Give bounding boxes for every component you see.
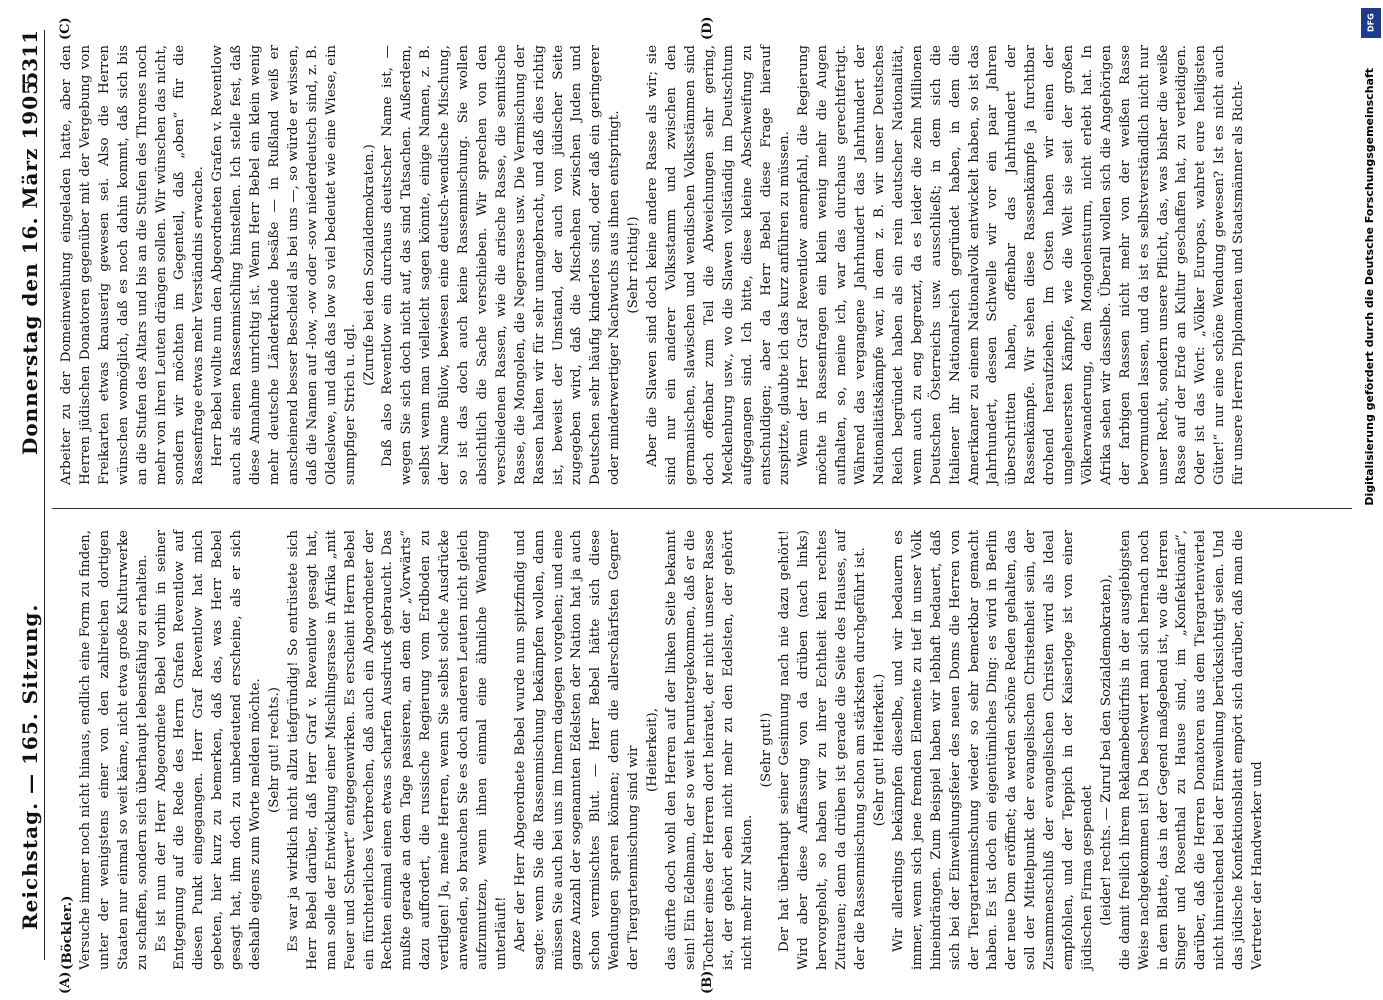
paragraph: Wenn der Herr Graf Reventlow anempfahl, die Regierung möchte in Rassenfragen ein klein wenig mehr die Augen aufhalten, so, meine ich, war das durchaus gerechtfertigt. Während das vergangene Jahrhundert das Jahrhundert der Nationalitätskämpfe war, in dem z. B. wir unser Deutsches Reich begründet haben als ein rein deutscher Nationalität, wenn auch zu eng begrenzt, da es leider die zehn Millionen Deutschen Österreichs usw. ausschließt; in dem sich die Italiener ihr Nationalreich gegründet haben, in dem die Amerikaner zu einem Nationalvolk entwickelt haben, so ist das Jahrhundert, dessen Schwelle wir vor ein paar Jahren überschritten haben, offenbar das Jahrhundert der Rassenkämpfe. Wir sehen diese Rassenkämpfe ja furchtbar drohend heraufziehen. Im Osten haben wir einen der ungeheuersten Kämpfe, wie die Welt sie seit der großen Völkerwanderung, dem Mongolensturm, nicht erlebt hat. In Afrika sehen wir dasselbe. Überall wollen sich die Angehörigen der farbigen Rassen nicht mehr von der weißen Rasse bevormunden lassen, und da ist es selbstverständlich nicht nur unser Recht, sondern unsere Pflicht, das, was bisher die weiße Rasse auf der Erde an Kultur geschaffen hat, zu verteidigen. Oder ist das Wort: „Völker Europas, wahret eure heiligsten Güter!“ nur eine schöne Wendung gewesen? Ist es nicht auch für unsere Herren Diplomaten und Staatsmänner als Richt-	[796, 45, 1247, 485]
interjection: (Sehr richtig!)	[626, 216, 642, 314]
paragraph: Herr Bebel wollte nun den Abgeordneten Grafen v. Reventlow auch als einen Rassenmischling hinstellen. Ich stelle fest, daß diese Annahme unrichtig ist. Wenn Herr Bebel ein klein wenig mehr deutsche Länderkunde besäße — in Rußland weiß er anscheinend besser Bescheid als bei uns —, so würde er wissen, daß die Namen auf -low, -ow oder -sow niederdeutsch sind, z. B. Oldeslowe, und daß das low so viel bedeutet wie eine Wiese, ein sumpfiger Strich u. dgl.	[210, 45, 358, 485]
digitization-note	[1357, 8, 1383, 988]
marker-a: (A)	[58, 971, 73, 994]
dfg-logo: DFG	[1361, 8, 1381, 38]
speaker-name: (Böckler.)	[59, 895, 75, 970]
marker-b: (B)	[700, 970, 715, 994]
interjection: (Heiterkeit),	[645, 708, 661, 792]
paragraph: Arbeiter zu der Domeinweihung eingeladen hatte, aber den Herren jüdischen Donatoren gegenüber mit der Vergebung von Freikarten etwas knauserig gewesen sei. Also die Herren wünschen womöglich, daß es noch dahin kommt, daß sich bis an die Stufen des Altars und bis an die Stufen des Thrones noch mehr von ihren Leuten drängen sollen. Wir wünschen das nicht, sondern wir möchten im Gegenteil, daß „oben“ für die Rassenfrage etwas mehr Verständnis erwache.	[59, 45, 207, 485]
paragraph: die damit freilich ihrem Reklamebedürfnis in der ausgiebigsten Weise nachgekommen ist! Da beschwert man sich hernach noch in dem Blatte, das in der Gegend maßgebend ist, wo die Herren Singer und Rosenthal zu Hause sind, im „Konfektionär“, darüber, daß die Herren Donatoren aus dem Tiergartenviertel nicht hinreichend bei der Einweihung berücksichtigt seien. Und das jüdische Konfektionsblatt empört sich darüber, daß man die Vertreter der Handwerker und	[1117, 530, 1266, 970]
paragraph: Der hat überhaupt seiner Gesinnung nach nie dazu gehört! Wird aber diese Auffassung von da drüben (nach links) hervorgeholt, so haben wir zu ihrer Echtheit kein rechtes Zutrauen; denn da drüben ist gerade die Seite des Hauses, auf der die Rassenmischung schon am stärksten durchgeführt ist.	[777, 530, 869, 970]
interjection: (Zurufe bei den Sozialdemokraten.)	[361, 144, 377, 386]
paragraph: Es ist nun der Herr Abgeordnete Bebel vorhin in seiner Entgegnung auf die Rede des Herrn Grafen Reventlow auf diesen Punkt eingegangen. Herr Graf Reventlow hat mich gebeten, hier kurz zu bemerken, daß das, was Herr Bebel gesagt hat, ihm doch zu unbedeutend erscheine, als er sich deshalb eigens zum Worte melden möchte.	[153, 530, 264, 970]
interjection: (leider! rechts. — Zuruf bei den Sozialdemokraten),	[1098, 574, 1114, 926]
header-rule	[44, 30, 45, 960]
header-left: Reichstag. — 165. Sitzung.	[18, 603, 42, 930]
column-divider	[52, 508, 1352, 509]
left-column	[58, 530, 1268, 970]
marker-c: (C)	[58, 17, 73, 40]
funding-note-text: Digitalisierung gefördert durch die Deutsche Forschungsgemeinschaft	[1363, 68, 1376, 506]
paragraph: Aber der Herr Abgeordnete Bebel wurde nun spitzfindig und sagte: wenn Sie die Rassenmischung bekämpfen wollen, dann müssen Sie auch bei uns im Innern dagegen vorgehen; und eine ganze Anzahl der sogenannten Edelsten der Nation hat ja auch schon vermischtes Blut. — Herr Bebel hätte sich diese Wendungen sparen können; denn die allerschärfsten Gegner der Tiergartenmischung sind wir	[512, 530, 642, 970]
interjection: (Sehr gut! Heiterkeit.)	[871, 673, 887, 827]
page-header	[8, 30, 48, 970]
interjection: (Sehr gut! rechts.)	[266, 687, 282, 814]
header-date: Donnerstag den 16. März 1905.	[18, 72, 42, 455]
page-number: 5311	[18, 30, 42, 86]
paragraph: das dürfte doch wohl den Herren auf der linken Seite bekannt sein! Ein Edelmann, der so weit heruntergekommen, daß er die Tochter eines der Herren dort heiratet, der nicht unserer Rasse ist, der gehört eben nicht mehr zu den Edelsten, der gehört nicht mehr zur Nation.	[664, 530, 755, 970]
interjection: (Sehr gut!)	[758, 712, 774, 788]
marker-d: (D)	[700, 16, 715, 40]
paragraph: Wir allerdings bekämpfen dieselbe, und wir bedauern es immer, wenn sich jene fremden Elemente zu tief in unser Volk hineindrängen. Zum Beispiel haben wir lebhaft bedauert, daß sich bei der Einweihungsfeier des neuen Doms die Herren von der Tiergartenmischung wieder so sehr bemerkbar gemacht haben. Es ist doch ein eigentümliches Ding: es wird in Berlin der neue Dom eröffnet; da werden schöne Reden gehalten, das soll der Mittelpunkt der evangelischen Christenheit sein, der Zusammenschluß der evangelischen Christen wird als Ideal empfohlen, und der Teppich in der Kaiserloge ist von einer jüdischen Firma gespendet	[890, 530, 1095, 970]
paragraph: Aber die Slawen sind doch keine andere Rasse als wir; sie sind nur ein anderer Volksstamm und zwischen den germanischen, slawischen und wendischen Volksstämmen sind doch offenbar zum Teil die Abweichungen sehr gering, Mecklenburg usw., wo die Slawen vollständig im Deutschtum aufgegangen sind. Ich bitte, diese kleine Abschweifung zu entschuldigen; aber da Herr Bebel diese Frage hierauf zuspitzte, glaubte ich das kurz anführen zu müssen.	[645, 45, 793, 485]
paragraph: Es war ja wirklich nicht allzu tiefgründig! So entrüstete sich Herr Bebel darüber, daß Herr Graf v. Reventlow gesagt hat, man solle der Entwicklung einer Mischlingsrasse in Afrika „mit Feuer und Schwert“ entgegenwirken. Es erscheint Herrn Bebel ein fürchterliches Verbrechen, daß auch ein Abgeordneter der Rechten einmal einen etwas scharfen Ausdruck gebraucht. Das mußte gerade an dem Tage passieren, an dem der „Vorwärts“ dazu auffordert, die russische Regierung vom Erdboden zu vertilgen! Ja, meine Herren, wenn Sie selbst solche Ausdrücke anwenden, so brauchen Sie es doch anderen Leuten nicht gleich aufzumutzen, wenn ihnen einmal eine ähnliche Wendung unterläuft!	[285, 530, 509, 970]
paragraph: Versuche immer noch nicht hinaus, endlich eine Form zu finden, unter der wenigstens einer von den zahlreichen dortigen Staaten nur einmal so weit käme, nicht etwa große Kulturwerke zu schaffen, sondern sich überhaupt lebensfähig zu erhalten.	[77, 530, 150, 970]
paragraph: Daß also Reventlow ein durchaus deutscher Name ist, — wegen Sie sich doch nicht auf, das sind Tatsachen. Außerdem, selbst wenn man vielleicht sagen könnte, einige Namen, z. B. der Name Bülow, bewiesen eine deutsch-wendische Mischung, so ist das doch auch keine Rassenmischung. Sie wollen absichtlich die Sache verschieben. Wir sprechen von den verschiedenen Rassen, wie die arische Rasse, die semitische Rasse, die Mongolen, die Negerrasse usw. Die Vermischung der Rassen halten wir für sehr unangebracht, und daß dies richtig ist, beweist der Umstand, der auch von jüdischer Seite zugegeben wird, daß die Mischehen zwischen Juden und Deutschen sehr häufig kinderlos sind, oder daß ein geringerer oder minderwertiger Nachwuchs aus ihnen entspringt.	[380, 45, 623, 485]
right-column	[58, 45, 1249, 485]
